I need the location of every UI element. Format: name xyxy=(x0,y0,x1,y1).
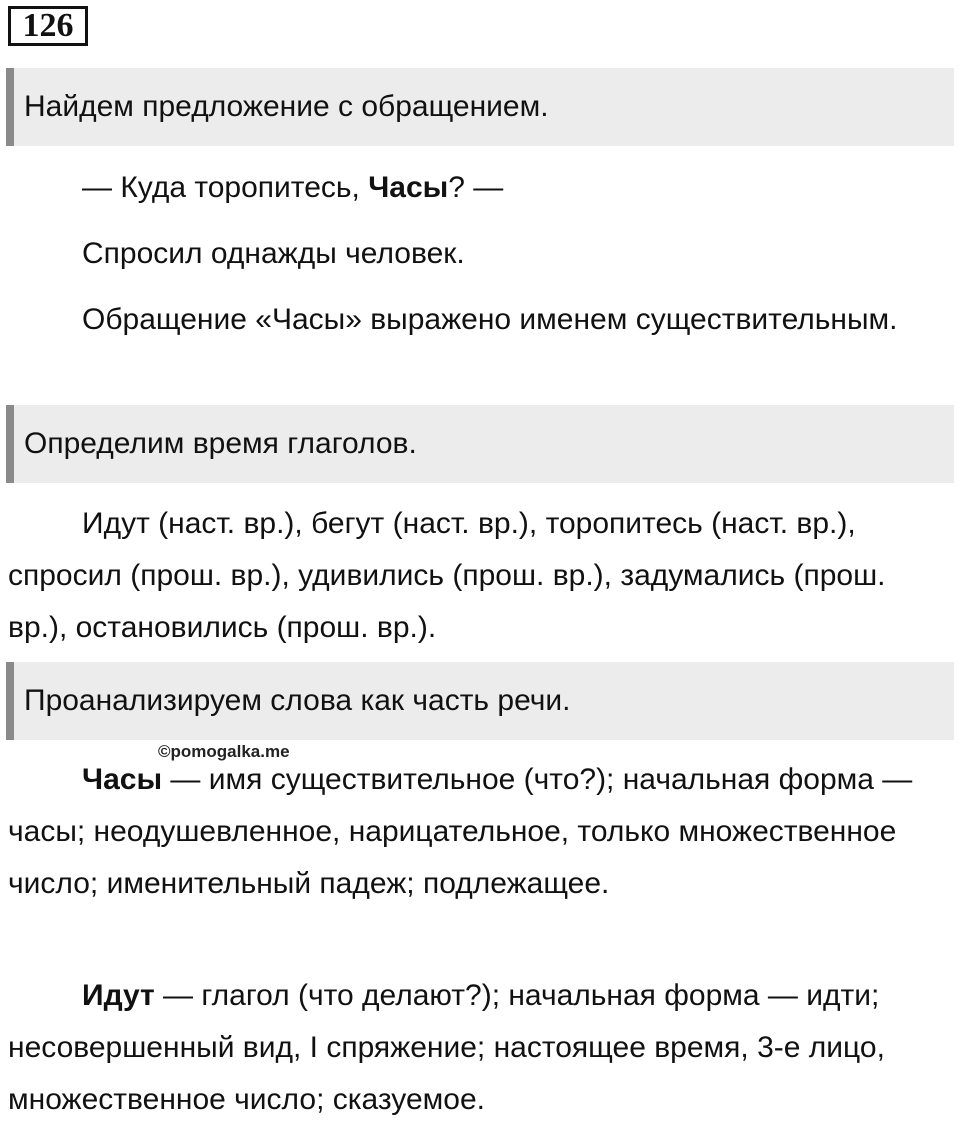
address-explanation: Обращение «Часы» выражено именем существительным. xyxy=(82,303,898,336)
watermark: ©pomogalka.me xyxy=(158,742,290,761)
dialogue-line xyxy=(8,162,948,214)
section-heading-text: Найдем предложение с обращением. xyxy=(24,90,549,123)
task-number: 126 xyxy=(8,6,88,46)
section-heading-address xyxy=(6,68,954,146)
dialogue-line-2: Спросил однажды человек. xyxy=(82,237,465,270)
section-heading-tense xyxy=(6,405,954,483)
analyzed-word: Идут xyxy=(82,979,155,1012)
analysis-noun xyxy=(8,754,948,910)
dialogue-text: — Куда торопитесь, xyxy=(82,171,369,204)
section-heading-parts-of-speech xyxy=(6,662,954,740)
address-word: Часы xyxy=(368,171,449,204)
section-heading-text: Проанализируем слова как часть речи. xyxy=(24,684,571,717)
analysis-text: — глагол (что делают?); начальная форма — идти; несовершенный вид, I спряжение; настоящее время, 3-е лицо, множественное число; сказуемое. xyxy=(8,979,885,1116)
analysis-verb xyxy=(8,970,948,1126)
verb-tense-list: Идут (наст. вр.), бегут (наст. вр.), торопитесь (наст. вр.), спросил (прош. вр.), удивились (прош. вр.), задумались (прош. вр.), остановились (прош. вр.). xyxy=(8,507,886,644)
analysis-text: — имя существительное (что?); начальная форма — часы; неодушевленное, нарицательное, только множественное число; именительный падеж; подлежащее. xyxy=(8,763,913,900)
dialogue-text-end: ? — xyxy=(448,171,504,204)
analyzed-word: Часы xyxy=(82,763,163,796)
section-heading-text: Определим время глаголов. xyxy=(24,427,417,460)
